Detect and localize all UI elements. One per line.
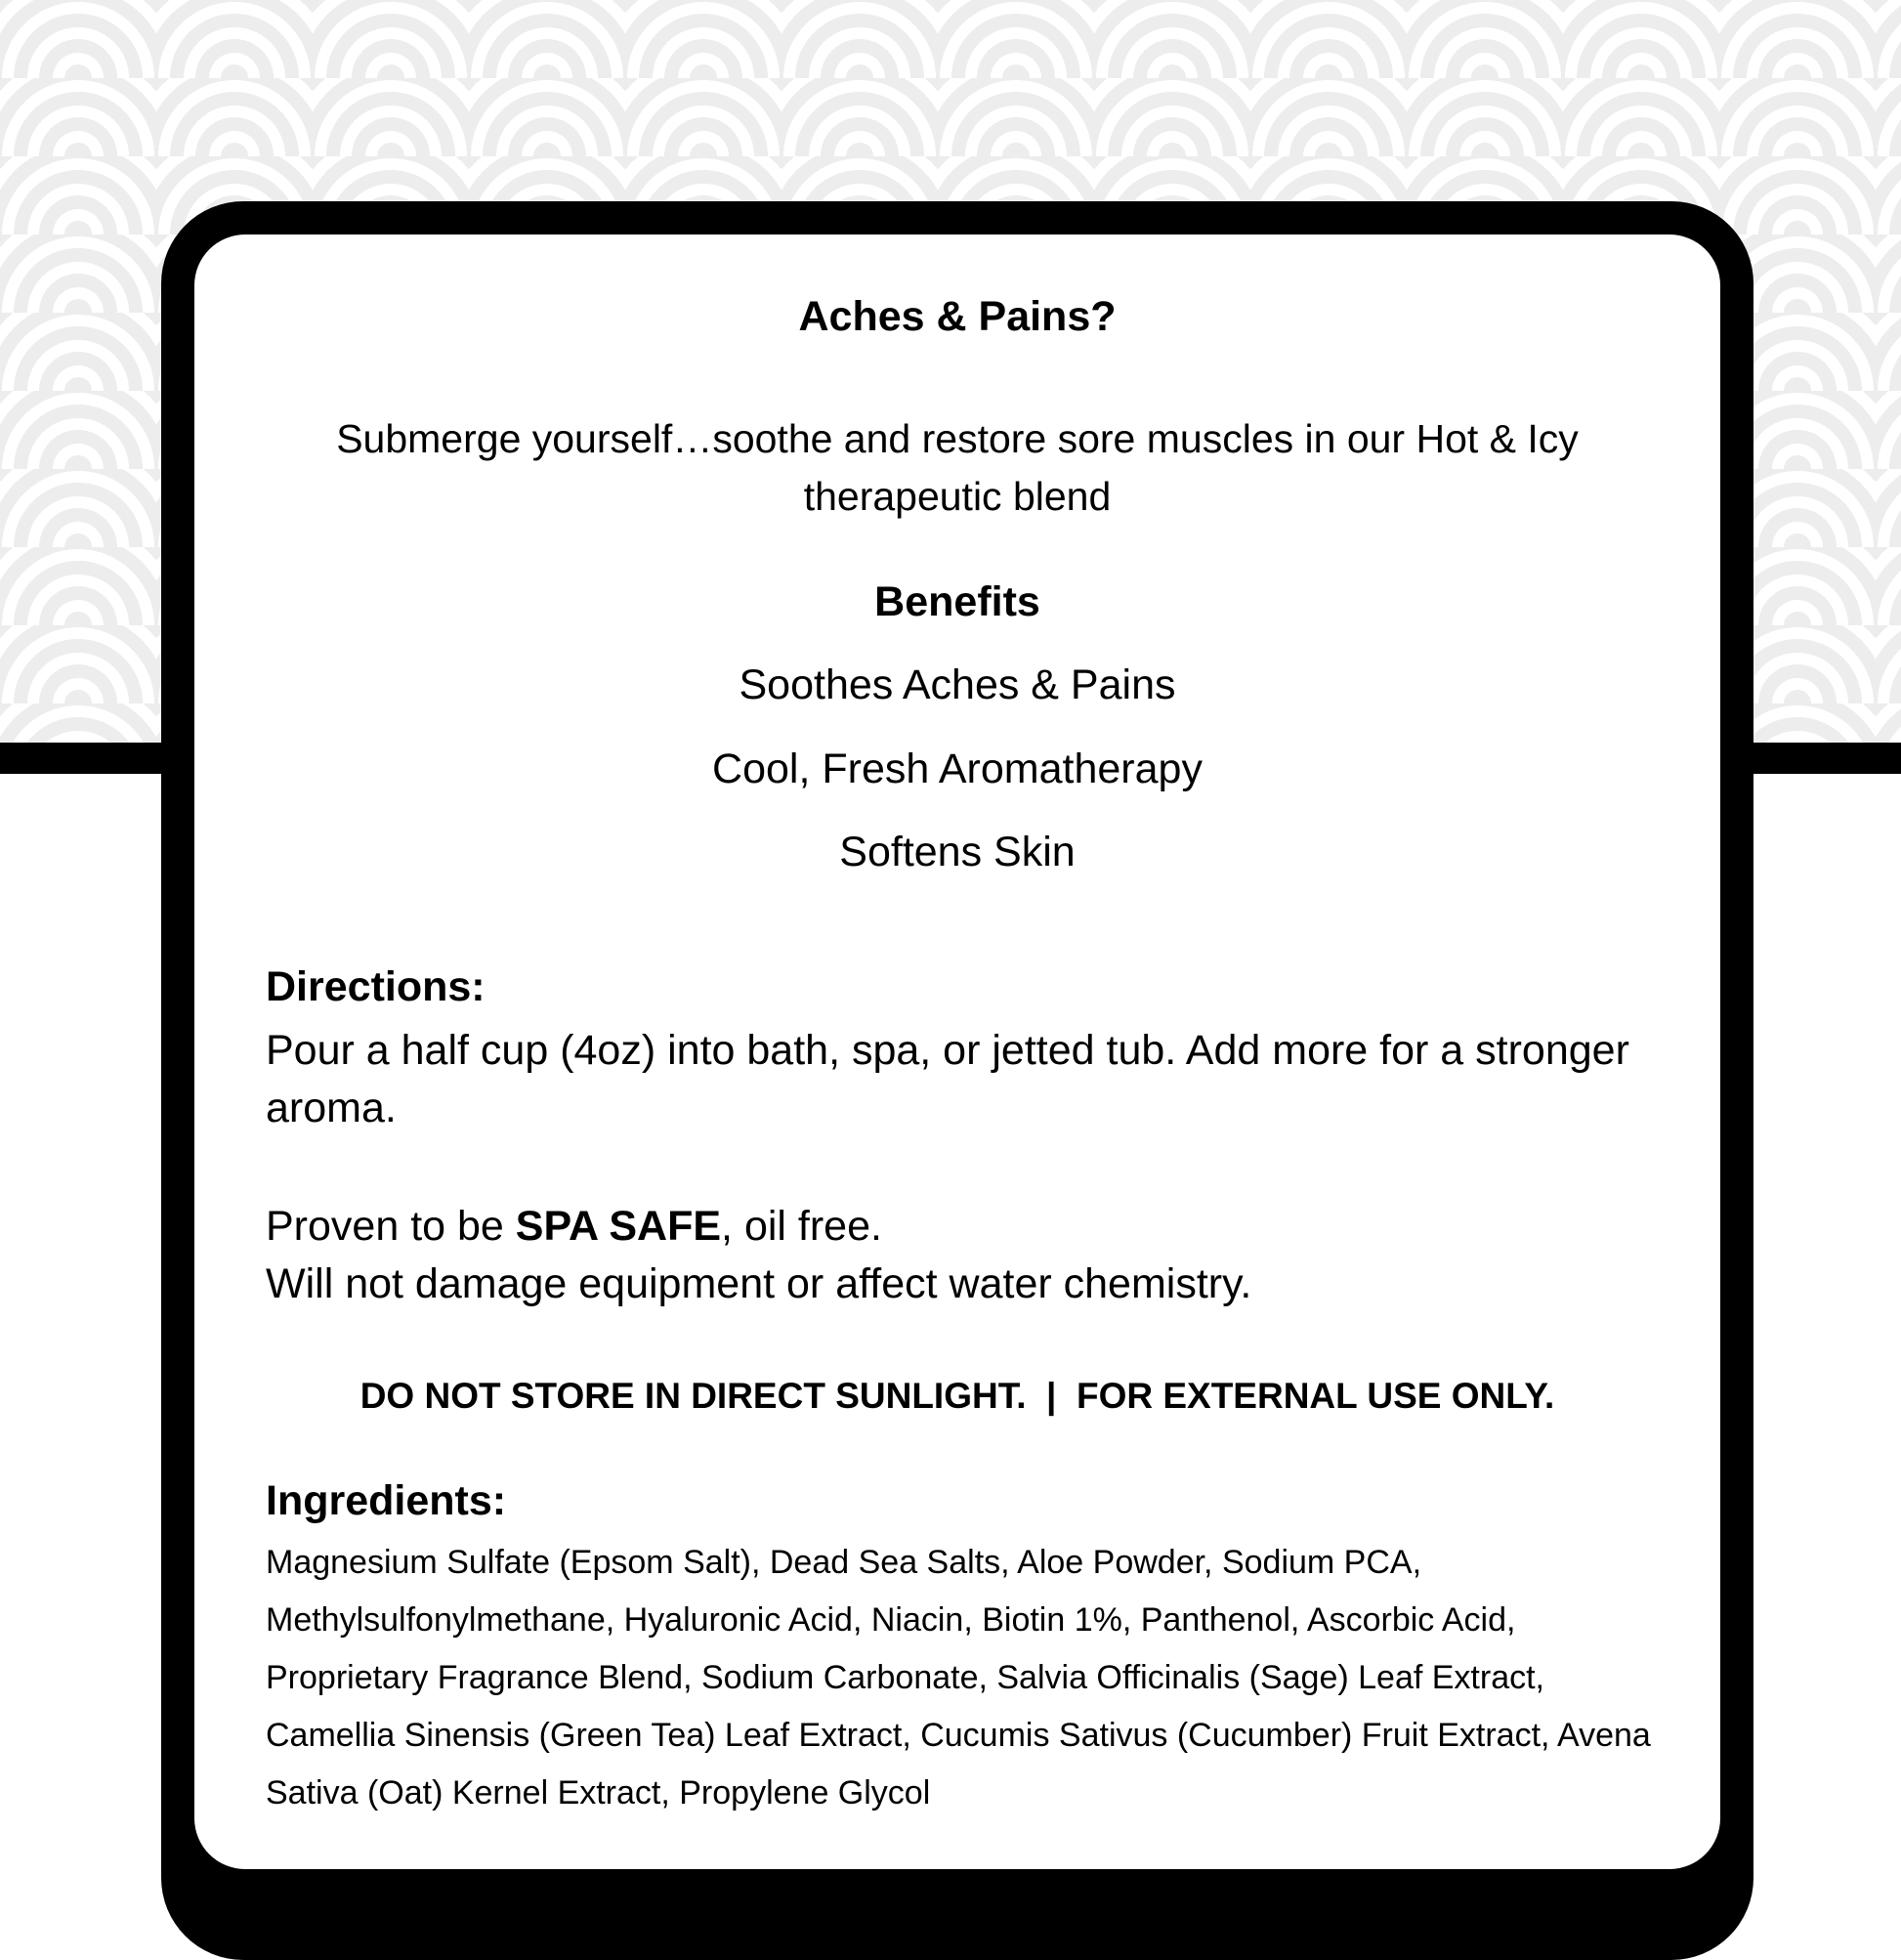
spa-safe-bold: SPA SAFE [515,1203,722,1250]
intro-text: Submerge yourself…soothe and restore sore muscles in our Hot & Icy therapeutic blend [336,416,1579,519]
spa-safe-line2: Will not damage equipment or affect water chemistry. [266,1260,1252,1307]
warning-label: DO NOT STORE IN DIRECT SUNLIGHT. | FOR EXTERNAL USE ONLY. [359,1376,1555,1416]
directions-heading: Directions: [266,963,486,1010]
spa-safe-suffix: , oil free. [721,1203,882,1250]
warning-text [194,1376,1720,1417]
benefit-item: Soothes Aches & Pains [739,661,1176,708]
spa-safe-statement [266,1198,1672,1313]
spa-safe-prefix: Proven to be [266,1203,516,1250]
benefit-item: Softens Skin [839,829,1076,875]
ingredients-heading: Ingredients: [266,1477,507,1524]
ingredients-text: Magnesium Sulfate (Epsom Salt), Dead Sea Salts, Aloe Powder, Sodium PCA, Methylsulfonylmethane, Hyaluronic Acid, Niacin, Biotin 1%, Panthenol, Ascorbic Acid, Proprietary Fragrance Blend, Sodium Carbonate, Salvia Officinalis (Sage) Leaf Extract, Camellia Sinensis (Green Tea) Leaf Extract, Cucumis Sativus (Cucumber) Fruit Extract, Avena Sativa (Oat) Kernel Extract, Propylene Glycol [266,1544,1651,1811]
directions-text: Pour a half cup (4oz) into bath, spa, or jetted tub. Add more for a stronger aroma. [266,1027,1629,1131]
benefits-heading: Benefits [874,578,1040,625]
label-content [194,234,1720,1869]
page-title: Aches & Pains? [798,293,1117,340]
benefit-item: Cool, Fresh Aromatherapy [712,746,1203,792]
